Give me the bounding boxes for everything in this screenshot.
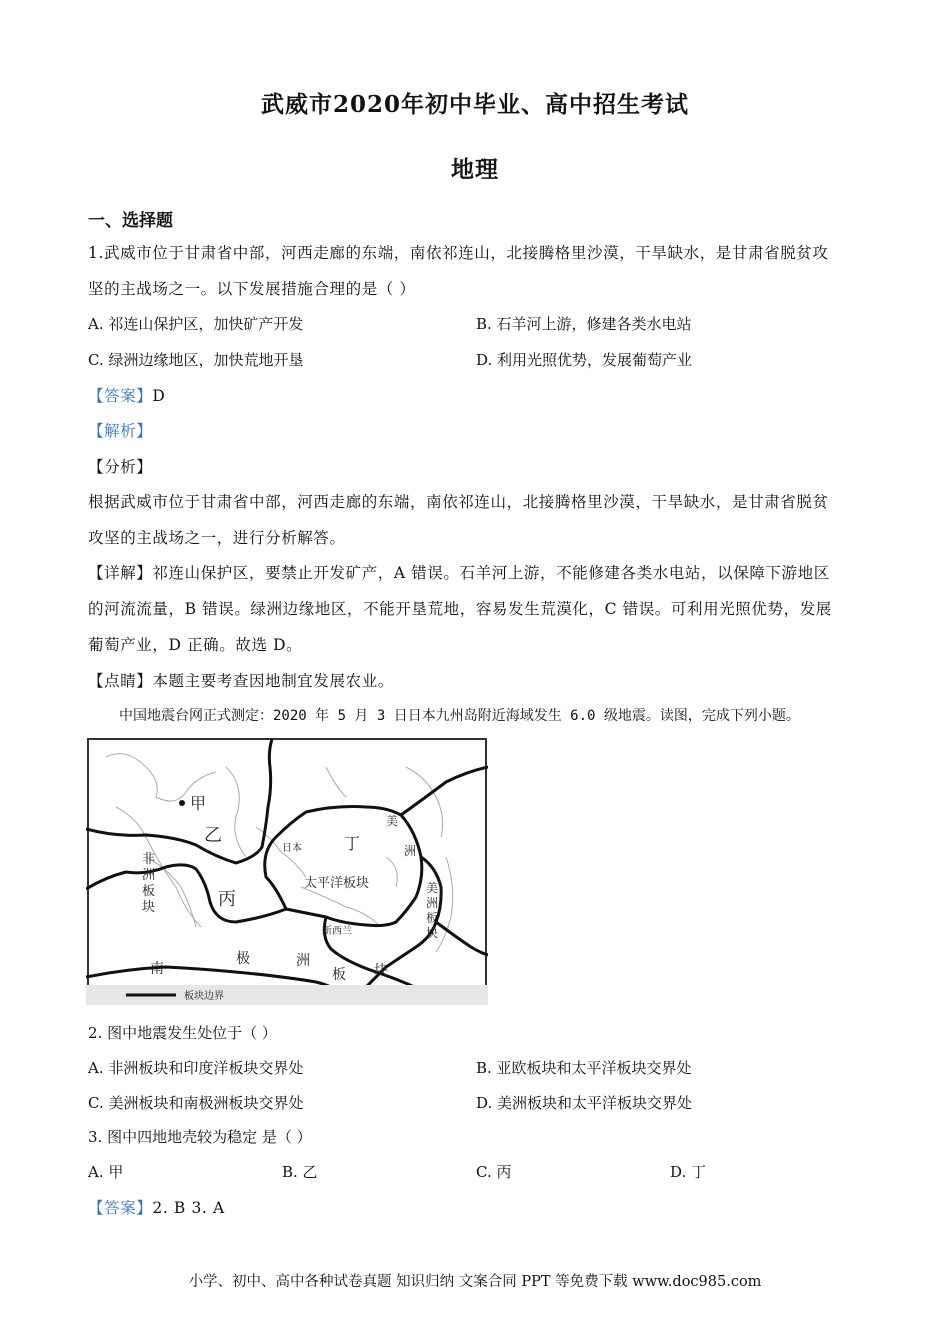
plate-map: [86, 737, 488, 1005]
answer2-tag: 【答案】: [88, 1199, 153, 1217]
detail-line2: 的河流流量，B 错误。绿洲边缘地区，不能开垦荒地，容易发生荒漠化，C 错误。可利用光照优势，发展: [88, 600, 832, 618]
q2-option-c: C. 美洲板块和南极洲板块交界处: [88, 1094, 304, 1112]
fenxi-line1: 根据武威市位于甘肃省中部，河西走廊的东端，南依祁连山，北接腾格里沙漠，干旱缺水，是甘肃省脱贫: [88, 493, 829, 511]
label-antarctic-1: 南: [150, 961, 164, 977]
q2-stem: 2. 图中地震发生处位于（ ）: [88, 1024, 277, 1042]
label-america-top-1: 美: [386, 814, 399, 828]
section-heading: 一、选择题: [88, 211, 173, 231]
answer2-value: 2. B 3. A: [152, 1199, 225, 1217]
label-africa-1: 非: [142, 852, 156, 867]
q3-option-c: C. 丙: [476, 1163, 512, 1181]
label-antarctic-3: 洲: [296, 953, 310, 969]
q2-option-d: D. 美洲板块和太平洋板块交界处: [476, 1094, 693, 1112]
label-antarctic-2: 极: [236, 951, 250, 967]
q1-stem-line2: 坚的主战场之一。以下发展措施合理的是（ ）: [88, 280, 416, 298]
footer-text: 小学、初中、高中各种试卷真题 知识归纳 文案合同 PPT 等免费下载 www.doc985.com: [188, 1274, 762, 1290]
q1-answer: [88, 384, 165, 406]
q1-option-d: D. 利用光照优势，发展葡萄产业: [476, 351, 693, 369]
q3-option-b: B. 乙: [282, 1163, 318, 1181]
label-america-top-2: 洲: [404, 844, 417, 858]
label-ding: 丁: [344, 834, 361, 853]
label-america-4: 块: [426, 926, 439, 940]
label-america-3: 板: [426, 911, 439, 925]
label-newzealand: 新西兰: [322, 926, 352, 937]
label-antarctic-4: 板: [332, 967, 346, 983]
answer-tag: 【答案】: [88, 387, 153, 405]
answer-value: D: [152, 387, 166, 405]
q2-option-b: B. 亚欧板块和太平洋板块交界处: [476, 1059, 692, 1077]
detail-text: 祁连山保护区，要禁止开发矿产，A 错误。石羊河上游，不能修建各类水电站，以保障下游地区: [152, 564, 830, 582]
q1-option-b: B. 石羊河上游，修建各类水电站: [476, 315, 692, 333]
detail-tag: 【详解】: [88, 564, 153, 582]
label-africa-2: 洲: [142, 868, 156, 883]
label-antarctic-5: 块: [374, 963, 388, 979]
q1-option-a: A. 祁连山保护区，加快矿产开发: [88, 315, 304, 333]
dianjing-line: [88, 669, 394, 691]
label-america-2: 洲: [426, 896, 439, 910]
dianjing-tag: 【点睛】: [88, 672, 153, 690]
detail-line3: 葡萄产业，D 正确。故选 D。: [88, 636, 303, 654]
point-jia: [179, 800, 185, 806]
q1-option-c: C. 绿洲边缘地区，加快荒地开垦: [88, 351, 304, 369]
answers-2-3: [88, 1196, 225, 1218]
label-pacific: 太平洋板块: [304, 876, 370, 891]
subject-title: 地理: [451, 156, 499, 183]
q3-stem: 3. 图中四地地壳较为稳定 是（ ）: [88, 1128, 312, 1146]
label-bing: 丙: [218, 889, 236, 910]
fenxi-tag: 【分析】: [88, 458, 153, 476]
fenxi-line2: 攻坚的主战场之一，进行分析解答。: [88, 529, 346, 547]
label-america-1: 美: [426, 881, 439, 895]
analysis-tag: 【解析】: [88, 422, 153, 440]
label-jia: 甲: [190, 794, 207, 813]
legend-label: 板块边界: [184, 991, 224, 1002]
q3-option-d: D. 丁: [670, 1163, 707, 1181]
earthquake-intro: 中国地震台网正式测定：2020 年 5 月 3 日日本九州岛附近海域发生 6.0 级地震。读图，完成下列小题。: [119, 708, 800, 724]
label-japan: 日本: [282, 843, 302, 854]
label-africa-3: 板: [142, 884, 156, 899]
detail-line1: [88, 561, 830, 583]
exam-title: 武威市2020年初中毕业、高中招生考试: [260, 91, 689, 118]
label-africa-4: 块: [142, 900, 156, 915]
plate-map-figure: [86, 737, 488, 1005]
dianjing-text: 本题主要考查因地制宜发展农业。: [152, 672, 394, 690]
q2-option-a: A. 非洲板块和印度洋板块交界处: [88, 1059, 304, 1077]
label-yi: 乙: [204, 825, 222, 846]
q3-option-a: A. 甲: [88, 1163, 124, 1181]
q1-stem-line1: 1.武威市位于甘肃省中部，河西走廊的东端，南依祁连山，北接腾格里沙漠，干旱缺水，是甘肃省脱贫攻: [88, 244, 829, 262]
